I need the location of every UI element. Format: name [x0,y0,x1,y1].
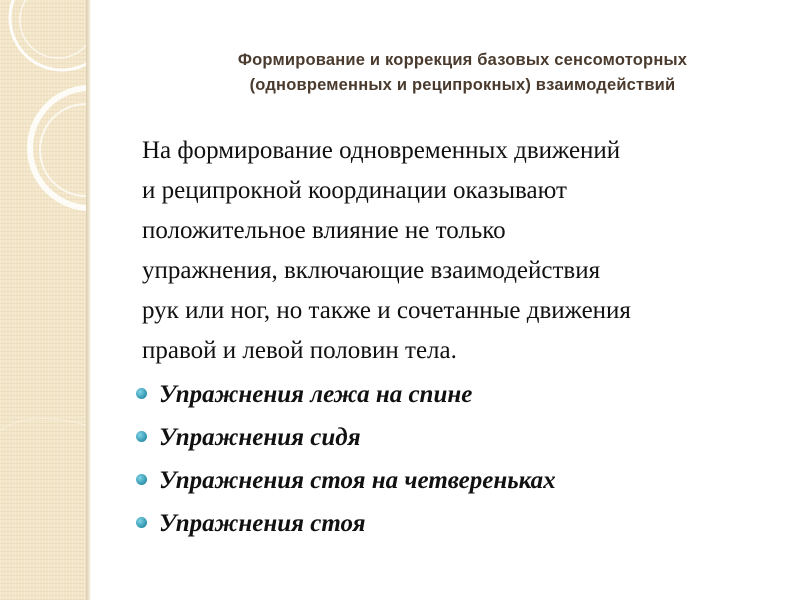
round-bullet-icon [136,431,147,442]
title-line: (одновременных и реципрокных) взаимодействий [249,76,676,94]
list-item [136,373,780,416]
round-bullet-icon [136,517,147,528]
ring-decoration-icon [0,0,86,600]
list-item-text: Упражнения сидя [159,424,361,451]
list-item [136,416,780,459]
intro-line: и реципрокной координации оказывают [142,177,567,204]
decorative-sidebar [0,0,86,600]
slide-content [140,131,780,545]
list-item-text: Упражнения стоя на четвереньках [159,467,556,494]
list-item-text: Упражнения лежа на спине [159,381,473,408]
list-item [136,459,780,502]
intro-line: На формирование одновременных движений [142,137,621,164]
round-bullet-icon [136,474,147,485]
round-bullet-icon [136,388,147,399]
intro-line: упражнения, включающие взаимодействия [142,257,601,284]
slide-title [105,48,800,98]
title-line: Формирование и коррекция базовых сенсомоторных [237,51,688,69]
list-item [136,502,780,545]
intro-line: рук или ног, но также и сочетанные движения [142,297,631,324]
intro-line: положительное влияние не только [142,217,506,244]
intro-paragraph [140,131,780,371]
sidebar-edge [86,0,91,600]
exercise-list [136,373,780,545]
intro-line: правой и левой половин тела. [142,337,457,364]
list-item-text: Упражнения стоя [159,510,366,537]
